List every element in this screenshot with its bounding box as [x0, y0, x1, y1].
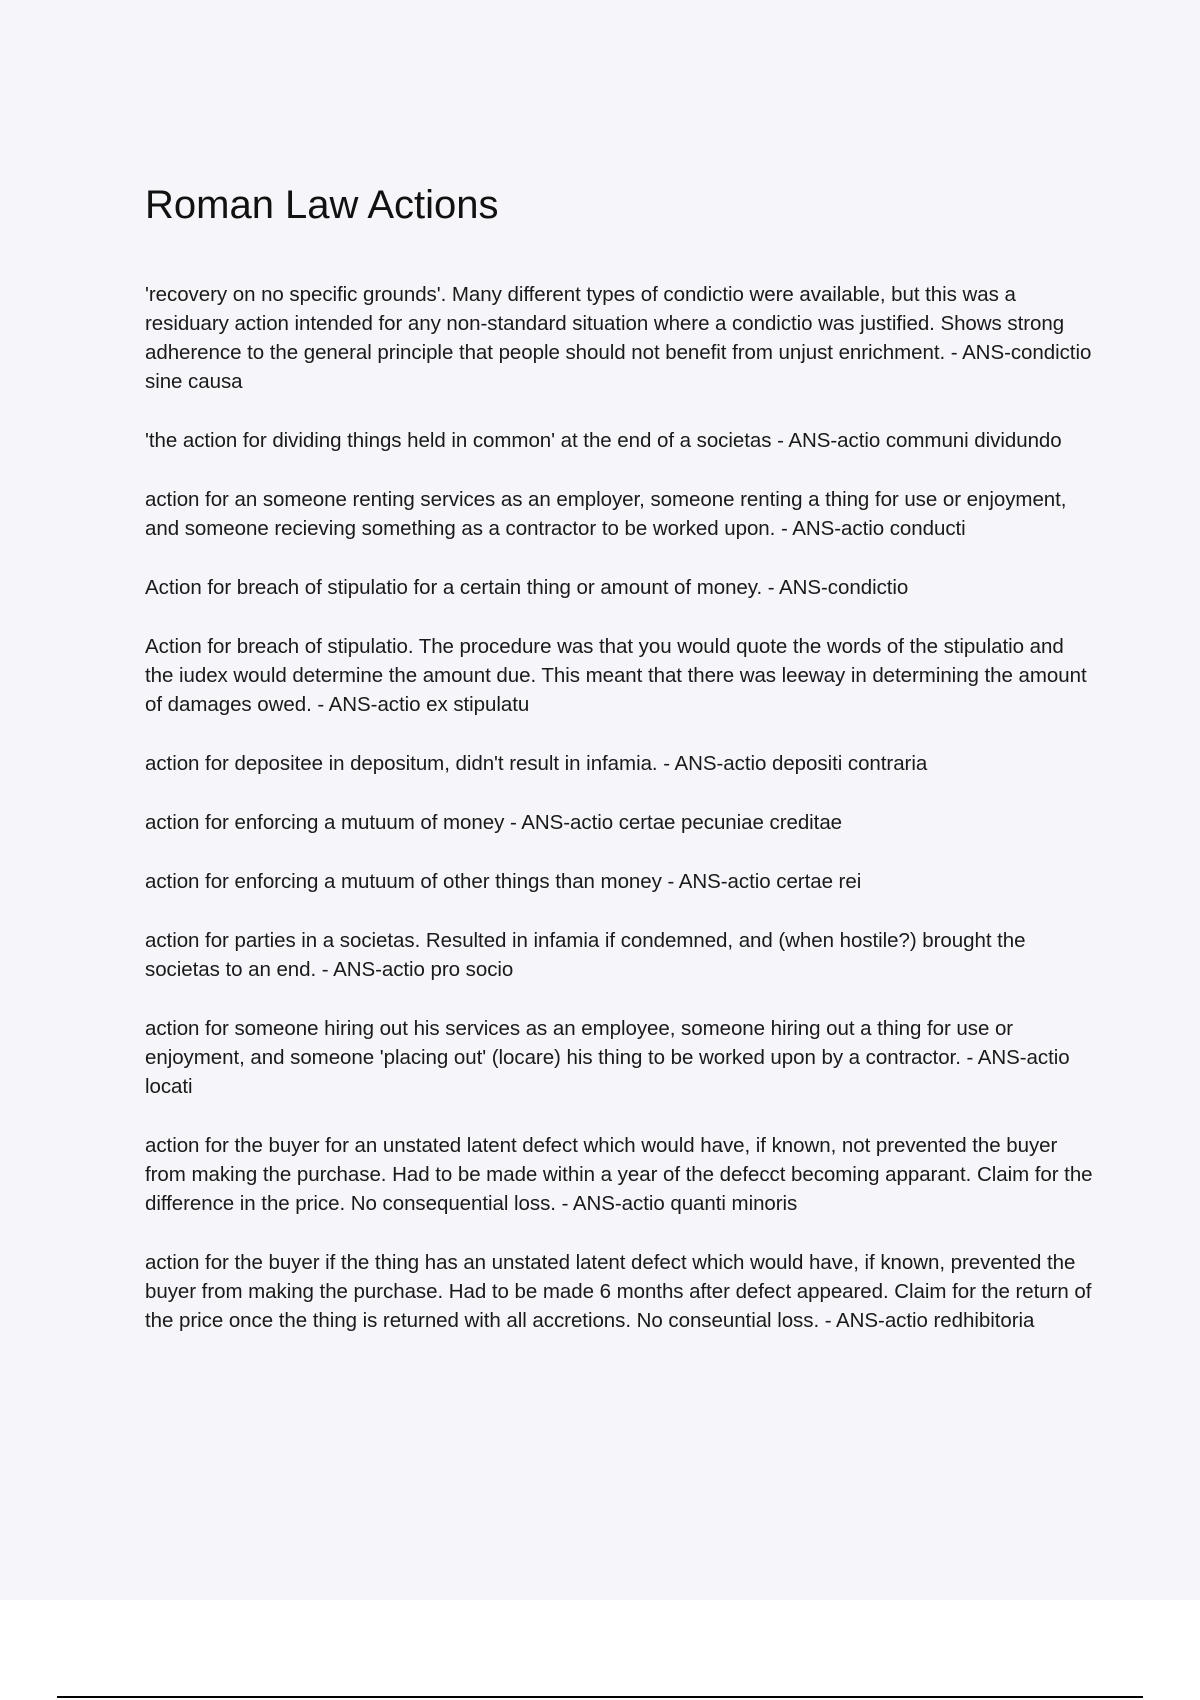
flashcard-entry-11: action for the buyer for an unstated latent defect which would have, if known, not prevented the buyer from making the purchase. Had to be made within a year of the defecct becoming apparant. Claim for the difference in the price. No consequential loss. - ANS-actio quanti minoris [145, 1134, 1093, 1215]
document-title: Roman Law Actions [145, 183, 499, 227]
flashcard-entry-2: 'the action for dividing things held in common' at the end of a societas - ANS-actio communi dividundo [145, 429, 1062, 452]
document-content [145, 182, 1095, 1365]
page-bottom-rule [57, 1696, 1143, 1698]
flashcard-entry-1: 'recovery on no specific grounds'. Many different types of condictio were available, but this was a residuary action intended for any non-standard situation where a condictio was justified. Shows strong adherence to the general principle that people should not benefit from unjust enrichment. - ANS-condictio sine causa [145, 283, 1092, 393]
flashcard-entry-6: action for depositee in depositum, didn't result in infamia. - ANS-actio depositi contraria [145, 752, 928, 775]
flashcard-entry-7: action for enforcing a mutuum of money - ANS-actio certae pecuniae creditae [145, 811, 843, 834]
flashcard-entry-8: action for enforcing a mutuum of other things than money - ANS-actio certae rei [145, 870, 862, 893]
flashcard-entry-4: Action for breach of stipulatio for a certain thing or amount of money. - ANS-condictio [145, 576, 909, 599]
flashcard-entry-3: action for an someone renting services as an employer, someone renting a thing for use or enjoyment, and someone recieving something as a contractor to be worked upon. - ANS-actio conducti [145, 488, 1067, 540]
flashcard-entry-10: action for someone hiring out his services as an employee, someone hiring out a thing for use or enjoyment, and someone 'placing out' (locare) his thing to be worked upon by a contractor. - ANS-actio locati [145, 1017, 1070, 1098]
flashcard-entry-9: action for parties in a societas. Resulted in infamia if condemned, and (when hostile?) brought the societas to an end. - ANS-actio pro socio [145, 929, 1026, 981]
flashcard-entry-12: action for the buyer if the thing has an unstated latent defect which would have, if known, prevented the buyer from making the purchase. Had to be made 6 months after defect appeared. Claim for the return of the price once the thing is returned with all accretions. No conseuntial loss. - ANS-actio redhibitoria [145, 1251, 1092, 1332]
flashcard-entry-5: Action for breach of stipulatio. The procedure was that you would quote the words of the stipulatio and the iudex would determine the amount due. This meant that there was leeway in determining the amount of damages owed. - ANS-actio ex stipulatu [145, 635, 1087, 716]
